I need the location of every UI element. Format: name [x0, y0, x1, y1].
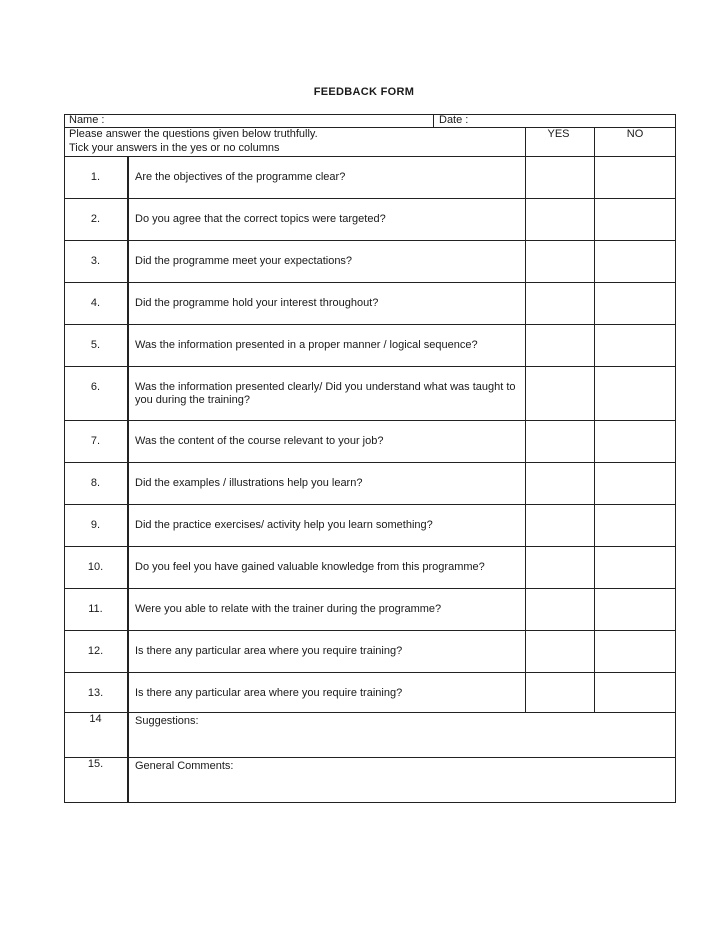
name-field[interactable] [112, 115, 427, 127]
no-checkbox[interactable] [595, 673, 675, 711]
question-number: 6. [90, 381, 101, 393]
yes-checkbox[interactable] [526, 463, 593, 503]
suggestions-label: Suggestions: [135, 715, 199, 727]
question-text: Was the information presented clearly/ Did you understand what was taught to you during the training? [135, 381, 516, 406]
question-number: 14 [89, 713, 102, 725]
yes-checkbox[interactable] [526, 241, 593, 281]
question-text: Was the content of the course relevant to your job? [135, 435, 384, 447]
no-column-header: NO [626, 128, 644, 140]
question-number: 2. [90, 213, 101, 225]
question-number: 9. [90, 519, 101, 531]
yes-checkbox[interactable] [526, 673, 593, 711]
no-checkbox[interactable] [595, 157, 675, 197]
question-number: 12. [87, 645, 104, 657]
no-checkbox[interactable] [595, 547, 675, 587]
no-checkbox[interactable] [595, 505, 675, 545]
no-checkbox[interactable] [595, 199, 675, 239]
question-text: Is there any particular area where you require training? [135, 645, 403, 657]
no-checkbox[interactable] [595, 325, 675, 365]
no-checkbox[interactable] [595, 241, 675, 281]
instruction-line-2: Tick your answers in the yes or no columns [69, 142, 280, 154]
question-text: Did the programme hold your interest throughout? [135, 297, 379, 309]
instruction-line-1: Please answer the questions given below truthfully. [69, 128, 318, 140]
no-checkbox[interactable] [595, 421, 675, 461]
question-number: 15. [87, 758, 104, 770]
question-text: Did the programme meet your expectations? [135, 255, 353, 267]
question-number: 4. [90, 297, 101, 309]
question-text: Are the objectives of the programme clear? [135, 171, 346, 183]
yes-checkbox[interactable] [526, 547, 593, 587]
yes-checkbox[interactable] [526, 283, 593, 323]
row-divider [64, 757, 676, 758]
no-checkbox[interactable] [595, 589, 675, 629]
yes-checkbox[interactable] [526, 325, 593, 365]
question-number: 11. [88, 603, 103, 615]
yes-checkbox[interactable] [526, 421, 593, 461]
question-number: 8. [90, 477, 101, 489]
question-number: 10. [87, 561, 104, 573]
question-text: Did the practice exercises/ activity help you learn something? [135, 519, 433, 531]
row-divider [64, 712, 676, 713]
question-number: 13. [87, 687, 104, 699]
yes-checkbox[interactable] [526, 199, 593, 239]
question-number: 5. [90, 339, 101, 351]
question-text: Did the examples / illustrations help you learn? [135, 477, 363, 489]
question-text: Do you feel you have gained valuable knowledge from this programme? [135, 561, 485, 573]
no-checkbox[interactable] [595, 367, 675, 419]
no-checkbox[interactable] [595, 283, 675, 323]
feedback-form [64, 114, 676, 803]
question-text: Do you agree that the correct topics were targeted? [135, 213, 386, 225]
no-checkbox[interactable] [595, 463, 675, 503]
no-checkbox[interactable] [595, 631, 675, 671]
divider [433, 114, 434, 127]
number-column-divider [127, 156, 129, 803]
question-text: Was the information presented in a proper manner / logical sequence? [135, 339, 478, 351]
yes-checkbox[interactable] [526, 367, 593, 419]
general-comments-label: General Comments: [135, 760, 234, 772]
name-label: Name : [69, 114, 105, 126]
yes-checkbox[interactable] [526, 505, 593, 545]
yes-checkbox[interactable] [526, 631, 593, 671]
question-text: Were you able to relate with the trainer during the programme? [135, 603, 442, 615]
question-number: 3. [90, 255, 101, 267]
question-number: 1. [90, 171, 101, 183]
date-label: Date : [439, 114, 469, 126]
date-field[interactable] [476, 115, 672, 127]
yes-column-header: YES [547, 128, 570, 140]
general-comments-field[interactable] [134, 775, 670, 799]
question-text: Is there any particular area where you require training? [135, 687, 403, 699]
suggestions-field[interactable] [134, 730, 670, 754]
yes-checkbox[interactable] [526, 157, 593, 197]
yes-checkbox[interactable] [526, 589, 593, 629]
question-number: 7. [90, 435, 101, 447]
form-title: FEEDBACK FORM [313, 86, 415, 98]
